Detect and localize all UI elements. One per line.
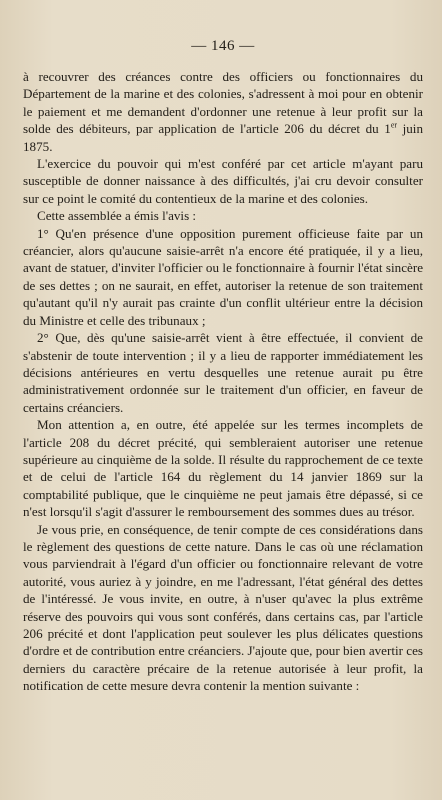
page-number: — 146 — [191, 38, 255, 54]
paragraph-1-text: à recouvrer des créances contre des officiers ou fonctionnaires du Département de la marine et des colonies, s'adressent à moi pour en obtenir le paiement et me demandent d'ordonner une retenue à leur profit sur la solde des débiteurs, par application de l'article 206 du décret du 1 [23, 69, 423, 137]
paragraph-1-end: juin 1875. [23, 121, 423, 154]
document-body [23, 68, 423, 695]
paragraph-6: Mon attention a, en outre, été appelée sur les termes incomplets de l'article 208 du décret précité, qui sembleraient autoriser une retenue supérieure au cinquième de la solde. Il résulte du rapprochement de ce texte et de celui de l'article 164 du règlement du 14 janvier 1869 sur la comptabilité publique, que le cinquième ne peut jamais être dépassé, si ce n'est lorsqu'il s'agit d'assurer le remboursement des sommes dues au trésor. [23, 417, 423, 520]
paragraph-4: 1° Qu'en présence d'une opposition purement officieuse faite par un créancier, alors qu'aucune saisie-arrêt n'a encore été pratiquée, il y a lieu, avant de statuer, d'inviter l'officier ou le fonctionnaire à fournir l'état sincère de ses dettes ; on ne saurait, en effet, autoriser la retenue de son traitement qu'autant qu'il n'y aurait pas crainte d'un conflit ultérieur entre la décision du Ministre et celle des tribunaux ; [23, 225, 423, 328]
document-page [23, 0, 423, 800]
paragraph-continuation [23, 68, 423, 155]
paragraph-5: 2° Que, dès qu'une saisie-arrêt vient à être effectuée, il convient de s'abstenir de toute intervention ; il y a lieu de rapporter immédiatement les décisions antérieures en vertu desquelles une retenue aurait pu être administrativement ordonnée sur le traitement d'un officier, en faveur de certains créanciers. [23, 330, 423, 415]
ordinal-superscript: er [390, 120, 398, 130]
paragraph-3: Cette assemblée a émis l'avis : [37, 208, 197, 224]
paragraph-7: Je vous prie, en conséquence, de tenir compte de ces considérations dans le règlement des questions de cette nature. Dans le cas où une réclamation vous parviendrait à l'égard d'un officier ou fonctionnaire relevant de votre autorité, vous auriez à y joindre, en me l'adressant, l'état général des dettes de l'intéressé. Je vous invite, en outre, à n'user qu'avec la plus extrême réserve des pouvoirs qui vous sont conférés, dans certains cas, par l'article 206 précité et dont l'application peut soulever les plus délicates questions d'ordre et de contribution entre créanciers. J'ajoute que, pour bien avertir ces derniers du caractère précaire de la retenue autorisée à leur profit, la notification de cette mesure devra contenir la mention suivante : [23, 521, 423, 694]
paragraph-2: L'exercice du pouvoir qui m'est conféré par cet article m'ayant paru susceptible de donner naissance à des difficultés, j'ai cru devoir consulter sur ce point le comité du contentieux de la marine et des colonies. [23, 156, 423, 206]
